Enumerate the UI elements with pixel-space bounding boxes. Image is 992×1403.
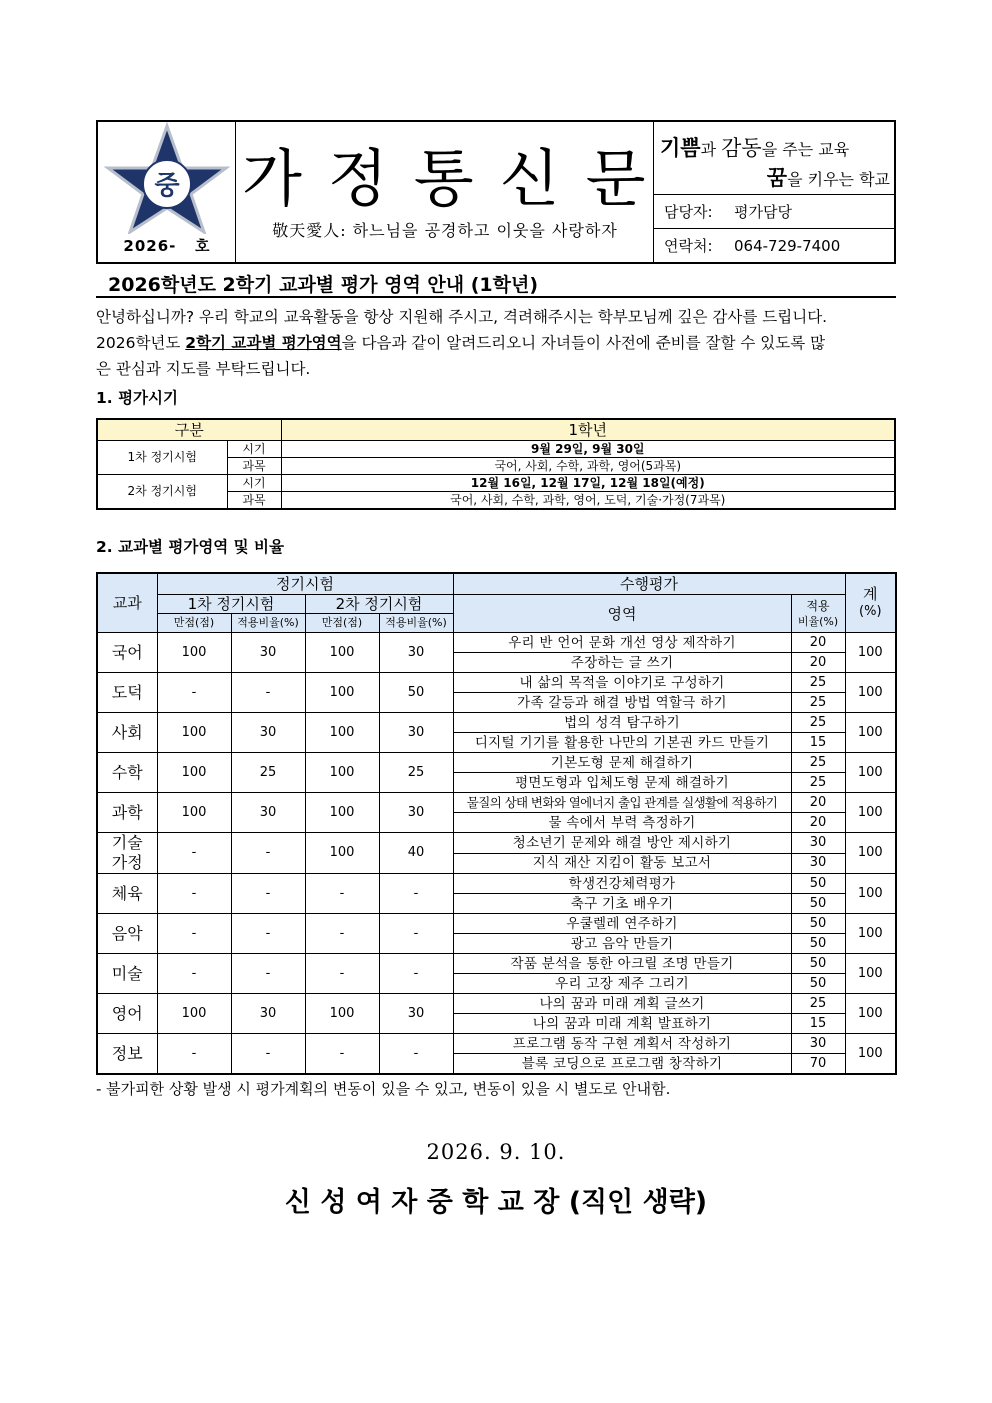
evaluation-area-table	[96, 572, 896, 1075]
subject-name: 과학	[97, 793, 157, 833]
performance-area: 축구 기초 배우기	[453, 894, 791, 914]
header-performance: 수행평가	[453, 573, 845, 595]
performance-area: 우리 반 언어 문화 개선 영상 제작하기	[453, 633, 791, 653]
row-key: 시기	[227, 475, 281, 492]
subject-name: 영어	[97, 994, 157, 1034]
performance-area: 우쿨렐레 연주하기	[453, 914, 791, 934]
exam1-rate: -	[231, 673, 305, 713]
intro-paragraph	[96, 304, 886, 382]
header-exam-2: 2차 정기시험	[305, 595, 453, 614]
subject-name: 기술 가정	[97, 833, 157, 874]
exam1-score: 100	[157, 633, 231, 673]
performance-ratio: 50	[791, 894, 845, 914]
subject-name: 체육	[97, 874, 157, 914]
performance-ratio: 25	[791, 753, 845, 773]
header-rate-1: 적용비율(%)	[231, 614, 305, 633]
table-row	[97, 753, 896, 773]
exam2-rate: -	[379, 1034, 453, 1075]
total-percent: 100	[845, 753, 896, 793]
performance-area: 주장하는 글 쓰기	[453, 653, 791, 673]
header-apply-ratio	[791, 595, 845, 633]
header-area: 영역	[453, 595, 791, 633]
exam1-rate: 30	[231, 713, 305, 753]
table-row	[97, 633, 896, 653]
total-percent: 100	[845, 1034, 896, 1075]
table-row	[97, 673, 896, 693]
row-key: 과목	[227, 458, 281, 475]
header-apply-unit: 비율(%)	[797, 614, 839, 628]
section-2-title: 2. 교과별 평가영역 및 비율	[96, 538, 284, 556]
performance-area: 청소년기 문제와 해결 방안 제시하기	[453, 833, 791, 854]
performance-area: 기본도형 문제 해결하기	[453, 753, 791, 773]
exam-subjects: 국어, 사회, 수학, 과학, 영어, 도덕, 기술·가정(7과목)	[281, 492, 895, 510]
table-row	[97, 874, 896, 894]
exam1-score: -	[157, 954, 231, 994]
header-grade: 1학년	[281, 419, 895, 441]
exam2-score: -	[305, 914, 379, 954]
total-percent: 100	[845, 673, 896, 713]
intro-text: 2026학년도	[96, 334, 186, 352]
exam1-score: -	[157, 673, 231, 713]
total-percent: 100	[845, 994, 896, 1034]
total-percent: 100	[845, 914, 896, 954]
intro-line-3: 은 관심과 지도를 부탁드립니다.	[96, 360, 311, 378]
notice-text: - 불가피한 상황 발생 시 평가계획의 변동이 있을 수 있고, 변동이 있을 시 별도로 안내함.	[96, 1080, 671, 1098]
exam1-rate: -	[231, 914, 305, 954]
exam2-score: 100	[305, 713, 379, 753]
exam2-rate: 30	[379, 633, 453, 673]
performance-area: 지식 재산 지킴이 활동 보고서	[453, 853, 791, 874]
slogan-contact-cell	[654, 122, 894, 262]
table-header-row	[97, 595, 896, 614]
issue-number: 2026- 호	[123, 237, 211, 255]
exam2-rate: 25	[379, 753, 453, 793]
intro-line-2	[96, 330, 886, 356]
header-total	[845, 573, 896, 633]
title-cell	[236, 122, 672, 262]
performance-area: 내 삶의 목적을 이야기로 구성하기	[453, 673, 791, 693]
row-key: 시기	[227, 441, 281, 458]
slogan-text: 과	[700, 140, 722, 159]
performance-area: 프로그램 동작 구현 계획서 작성하기	[453, 1034, 791, 1054]
principal-signature: 신 성 여 자 중 학 교 장 (직인 생략)	[284, 1187, 708, 1218]
exam1-score: 100	[157, 793, 231, 833]
performance-area: 물질의 상태 변화와 열에너지 출입 관계를 실생활에 적용하기	[453, 793, 791, 813]
newsletter-header	[96, 120, 896, 264]
performance-ratio: 50	[791, 974, 845, 994]
exam1-score: -	[157, 1034, 231, 1075]
subject-name: 도덕	[97, 673, 157, 713]
performance-area: 물 속에서 부력 측정하기	[453, 813, 791, 833]
performance-area: 우리 고장 제주 그리기	[453, 974, 791, 994]
exam1-rate: -	[231, 833, 305, 874]
exam2-rate: 30	[379, 713, 453, 753]
contact-phone-row	[654, 228, 894, 262]
exam1-score: 100	[157, 753, 231, 793]
performance-ratio: 25	[791, 773, 845, 793]
logo-cell	[98, 122, 236, 262]
exam1-rate: 30	[231, 633, 305, 673]
exam2-score: -	[305, 1034, 379, 1075]
exam-date: 12월 16일, 12월 17일, 12월 18일(예정)	[281, 475, 895, 492]
section-1-title: 1. 평가시기	[96, 389, 178, 407]
performance-ratio: 25	[791, 713, 845, 733]
issue-date: 2026. 9. 10.	[426, 1140, 566, 1164]
intro-text: 을 다음과 같이 알려드리오니 자녀들이 사전에 준비를 잘할 수 있도록 많	[341, 334, 826, 352]
performance-area: 평면도형과 입체도형 문제 해결하기	[453, 773, 791, 793]
exam-name: 1차 정기시험	[97, 441, 227, 475]
performance-ratio: 50	[791, 874, 845, 894]
exam1-rate: -	[231, 954, 305, 994]
exam2-rate: 30	[379, 994, 453, 1034]
performance-ratio: 20	[791, 633, 845, 653]
performance-area: 학생건강체력평가	[453, 874, 791, 894]
row-key: 과목	[227, 492, 281, 510]
subject-name: 미술	[97, 954, 157, 994]
exam-schedule-table	[96, 418, 896, 510]
header-category: 구분	[97, 419, 281, 441]
contact-person-row	[654, 194, 894, 230]
performance-area: 나의 꿈과 미래 계획 글쓰기	[453, 994, 791, 1014]
intro-line-1: 안녕하십니까? 우리 학교의 교육활동을 항상 지원해 주시고, 격려해주시는 학부모님께 깊은 감사를 드립니다.	[96, 308, 828, 326]
header-total-unit: (%)	[859, 604, 882, 619]
slogan-line-2	[767, 162, 890, 192]
intro-emphasis: 2학기 교과별 평가영역	[185, 334, 342, 352]
contact-label: 연락처:	[664, 237, 713, 255]
table-row	[97, 954, 896, 974]
performance-ratio: 20	[791, 653, 845, 673]
performance-ratio: 15	[791, 733, 845, 753]
exam1-score: 100	[157, 713, 231, 753]
performance-ratio: 70	[791, 1054, 845, 1075]
subject-name: 국어	[97, 633, 157, 673]
performance-ratio: 25	[791, 673, 845, 693]
exam2-rate: -	[379, 914, 453, 954]
exam1-rate: 25	[231, 753, 305, 793]
performance-ratio: 25	[791, 994, 845, 1014]
contact-value: 064-729-7400	[734, 237, 841, 255]
exam1-score: -	[157, 874, 231, 914]
newsletter-title: 가정통신문	[242, 142, 672, 215]
header-total-label: 계	[863, 585, 878, 603]
performance-area: 디지털 기기를 활용한 나만의 기본권 카드 만들기	[453, 733, 791, 753]
exam2-rate: 40	[379, 833, 453, 874]
table-row	[97, 713, 896, 733]
total-percent: 100	[845, 793, 896, 833]
exam2-rate: -	[379, 874, 453, 914]
title-underline	[96, 296, 896, 298]
total-percent: 100	[845, 874, 896, 914]
performance-ratio: 50	[791, 954, 845, 974]
exam2-score: -	[305, 874, 379, 914]
subject-name: 사회	[97, 713, 157, 753]
header-regular-exam: 정기시험	[157, 573, 453, 595]
page-title: 2026학년도 2학기 교과별 평가 영역 안내 (1학년)	[108, 274, 539, 296]
exam-name: 2차 정기시험	[97, 475, 227, 510]
performance-area: 블록 코딩으로 프로그램 창작하기	[453, 1054, 791, 1075]
exam2-score: 100	[305, 994, 379, 1034]
exam2-rate: 30	[379, 793, 453, 833]
exam2-score: -	[305, 954, 379, 994]
header-subject: 교과	[97, 573, 157, 633]
performance-ratio: 50	[791, 934, 845, 954]
header-rate-2: 적용비율(%)	[379, 614, 453, 633]
exam-date: 9월 29일, 9월 30일	[281, 441, 895, 458]
table-row	[97, 833, 896, 854]
total-percent: 100	[845, 713, 896, 753]
exam2-score: 100	[305, 833, 379, 874]
exam-subjects: 국어, 사회, 수학, 과학, 영어(5과목)	[281, 458, 895, 475]
slogan-line-1	[660, 132, 849, 162]
exam1-score: -	[157, 914, 231, 954]
performance-ratio: 30	[791, 853, 845, 874]
performance-area: 광고 음악 만들기	[453, 934, 791, 954]
header-score-1: 만점(점)	[157, 614, 231, 633]
table-row	[97, 994, 896, 1014]
exam1-score: -	[157, 833, 231, 874]
table-row	[97, 475, 895, 492]
header-apply-label: 적용	[806, 598, 830, 613]
exam1-rate: -	[231, 874, 305, 914]
performance-ratio: 20	[791, 813, 845, 833]
slogan-text: 을 키우는 학교	[787, 170, 890, 189]
performance-area: 나의 꿈과 미래 계획 발표하기	[453, 1014, 791, 1034]
exam2-rate: 50	[379, 673, 453, 713]
subject-name: 정보	[97, 1034, 157, 1075]
performance-ratio: 20	[791, 793, 845, 813]
exam2-score: 100	[305, 793, 379, 833]
slogan-word-emotion: 감동	[721, 136, 762, 160]
exam2-score: 100	[305, 673, 379, 713]
exam2-score: 100	[305, 753, 379, 793]
slogan-word-dream: 꿈	[766, 166, 788, 190]
slogan-text: 을 주는 교육	[761, 140, 850, 159]
performance-area: 가족 갈등과 해결 방법 역할극 하기	[453, 693, 791, 713]
table-row	[97, 914, 896, 934]
total-percent: 100	[845, 833, 896, 874]
header-score-2: 만점(점)	[305, 614, 379, 633]
total-percent: 100	[845, 954, 896, 994]
subject-name: 수학	[97, 753, 157, 793]
table-header-row	[97, 573, 896, 595]
performance-ratio: 30	[791, 833, 845, 854]
exam1-rate: -	[231, 1034, 305, 1075]
performance-area: 법의 성격 탐구하기	[453, 713, 791, 733]
performance-ratio: 25	[791, 693, 845, 713]
school-star-logo	[98, 122, 236, 234]
header-exam-1: 1차 정기시험	[157, 595, 305, 614]
performance-ratio: 30	[791, 1034, 845, 1054]
table-row	[97, 793, 896, 813]
exam2-rate: -	[379, 954, 453, 994]
performance-ratio: 50	[791, 914, 845, 934]
table-header-row	[97, 419, 895, 441]
logo-char: 중	[154, 171, 180, 201]
school-motto: 敬天愛人: 하느님을 공경하고 이웃을 사랑하자	[272, 221, 618, 240]
exam1-rate: 30	[231, 793, 305, 833]
total-percent: 100	[845, 633, 896, 673]
table-row	[97, 441, 895, 458]
slogan-word-joy: 기쁨	[660, 136, 701, 160]
exam1-score: 100	[157, 994, 231, 1034]
contact-label: 담당자:	[664, 203, 713, 221]
contact-value: 평가담당	[734, 203, 792, 221]
exam2-score: 100	[305, 633, 379, 673]
exam1-rate: 30	[231, 994, 305, 1034]
subject-name: 음악	[97, 914, 157, 954]
performance-area: 작품 분석을 통한 아크릴 조명 만들기	[453, 954, 791, 974]
table-row	[97, 1034, 896, 1054]
performance-ratio: 15	[791, 1014, 845, 1034]
